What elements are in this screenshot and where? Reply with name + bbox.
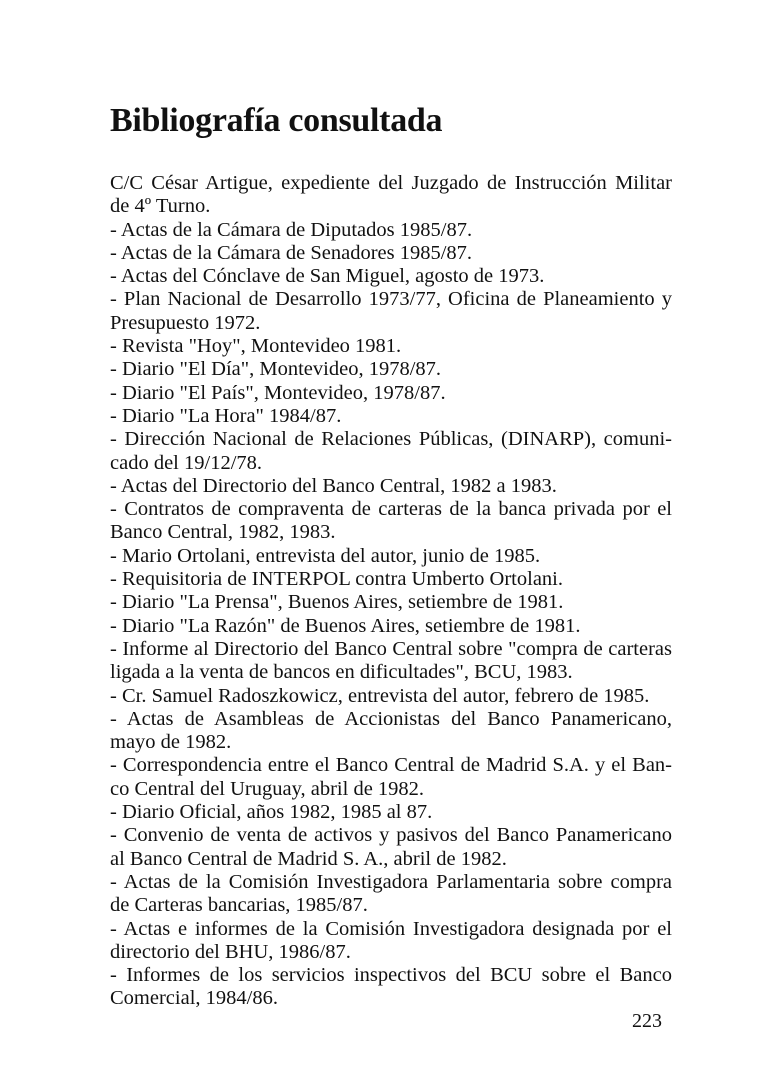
entry-line: - Actas del Cónclave de San Miguel, agosto de 1973. — [110, 265, 545, 288]
entry-line: - Diario Oficial, años 1982, 1985 al 87. — [110, 801, 433, 824]
bibliography-entry — [110, 265, 672, 288]
bibliography-entry — [110, 824, 672, 871]
entry-line: Banco Central, 1982, 1983. — [110, 521, 336, 544]
bibliography-entry — [110, 685, 672, 708]
bibliography-entry — [110, 358, 672, 381]
entry-line: - Plan Nacional de Desarrollo 1973/77, Oficina de Planeamiento y — [110, 288, 672, 311]
bibliography-entry — [110, 754, 672, 801]
entry-line: - Actas de Asambleas de Accionistas del Banco Panamericano, — [110, 707, 672, 730]
entry-line: C/C César Artigue, expediente del Juzgado de Instrucción Militar — [110, 172, 672, 194]
bibliography-entry — [110, 568, 672, 591]
bibliography-entry — [110, 475, 672, 498]
entry-line: - Actas de la Comisión Investigadora Parlamentaria sobre compra — [110, 870, 672, 893]
bibliography-entry — [110, 335, 672, 358]
entry-line: de 4º Turno. — [110, 195, 211, 218]
entry-line: - Mario Ortolani, entrevista del autor, junio de 1985. — [110, 544, 541, 567]
entry-line: - Actas de la Cámara de Senadores 1985/87. — [110, 241, 473, 264]
entry-line: - Requisitoria de INTERPOL contra Umberto Ortolani. — [110, 568, 563, 591]
entry-line: - Contratos de compraventa de carteras de la banca privada por el — [110, 498, 672, 521]
bibliography-entry — [110, 498, 672, 545]
entry-line: - Actas e informes de la Comisión Investigadora designada por el — [110, 917, 672, 940]
entry-line: directorio del BHU, 1986/87. — [110, 940, 351, 963]
entry-line: ligada a la venta de bancos en dificultades", BCU, 1983. — [110, 661, 573, 684]
entry-line: - Cr. Samuel Radoszkowicz, entrevista del autor, febrero de 1985. — [110, 684, 650, 707]
bibliography-entry — [110, 615, 672, 638]
bibliography-entry — [110, 638, 672, 685]
entry-line: cado del 19/12/78. — [110, 451, 263, 474]
entry-line: - Actas del Directorio del Banco Central, 1982 a 1983. — [110, 474, 557, 497]
entry-line: de Carteras bancarias, 1985/87. — [110, 894, 368, 917]
bibliography-entry — [110, 871, 672, 918]
bibliography-entry — [110, 219, 672, 242]
bibliography-entry — [110, 545, 672, 568]
entry-line: - Informe al Directorio del Banco Central sobre "compra de carteras — [110, 637, 672, 660]
bibliography-entry — [110, 708, 672, 755]
entry-line: - Actas de la Cámara de Diputados 1985/87. — [110, 218, 473, 241]
page-number: 223 — [632, 1010, 662, 1032]
bibliography-entry — [110, 964, 672, 1011]
entry-line: - Diario "La Prensa", Buenos Aires, setiembre de 1981. — [110, 591, 564, 614]
entry-line: - Diario "El País", Montevideo, 1978/87. — [110, 381, 446, 404]
entry-line: al Banco Central de Madrid S. A., abril de 1982. — [110, 847, 507, 870]
bibliography-entry — [110, 801, 672, 824]
entry-line: - Informes de los servicios inspectivos del BCU sobre el Banco — [110, 964, 672, 987]
entry-line: Comercial, 1984/86. — [110, 987, 278, 1010]
entry-line: - Revista "Hoy", Montevideo 1981. — [110, 335, 402, 358]
entry-line: - Diario "La Hora" 1984/87. — [110, 404, 342, 427]
entry-line: - Correspondencia entre el Banco Central de Madrid S.A. y el Ban- — [110, 754, 672, 777]
bibliography-entry — [110, 405, 672, 428]
bibliography-entry — [110, 172, 672, 219]
bibliography-entry — [110, 288, 672, 335]
entry-line: - Diario "La Razón" de Buenos Aires, setiembre de 1981. — [110, 614, 581, 637]
entry-line: co Central del Uruguay, abril de 1982. — [110, 777, 425, 800]
bibliography-entry — [110, 242, 672, 265]
entry-line: - Diario "El Día", Montevideo, 1978/87. — [110, 358, 442, 381]
bibliography-entry — [110, 382, 672, 405]
bibliography-entry — [110, 591, 672, 614]
bibliography-entry — [110, 918, 672, 965]
entry-line: Presupuesto 1972. — [110, 311, 261, 334]
bibliography-list — [110, 172, 672, 1011]
bibliography-entry — [110, 428, 672, 475]
entry-line: - Dirección Nacional de Relaciones Públicas, (DINARP), comuni- — [110, 428, 672, 451]
page-title: Bibliografía consultada — [110, 102, 443, 139]
entry-line: - Convenio de venta de activos y pasivos del Banco Panamericano — [110, 824, 672, 847]
entry-line: mayo de 1982. — [110, 731, 232, 754]
